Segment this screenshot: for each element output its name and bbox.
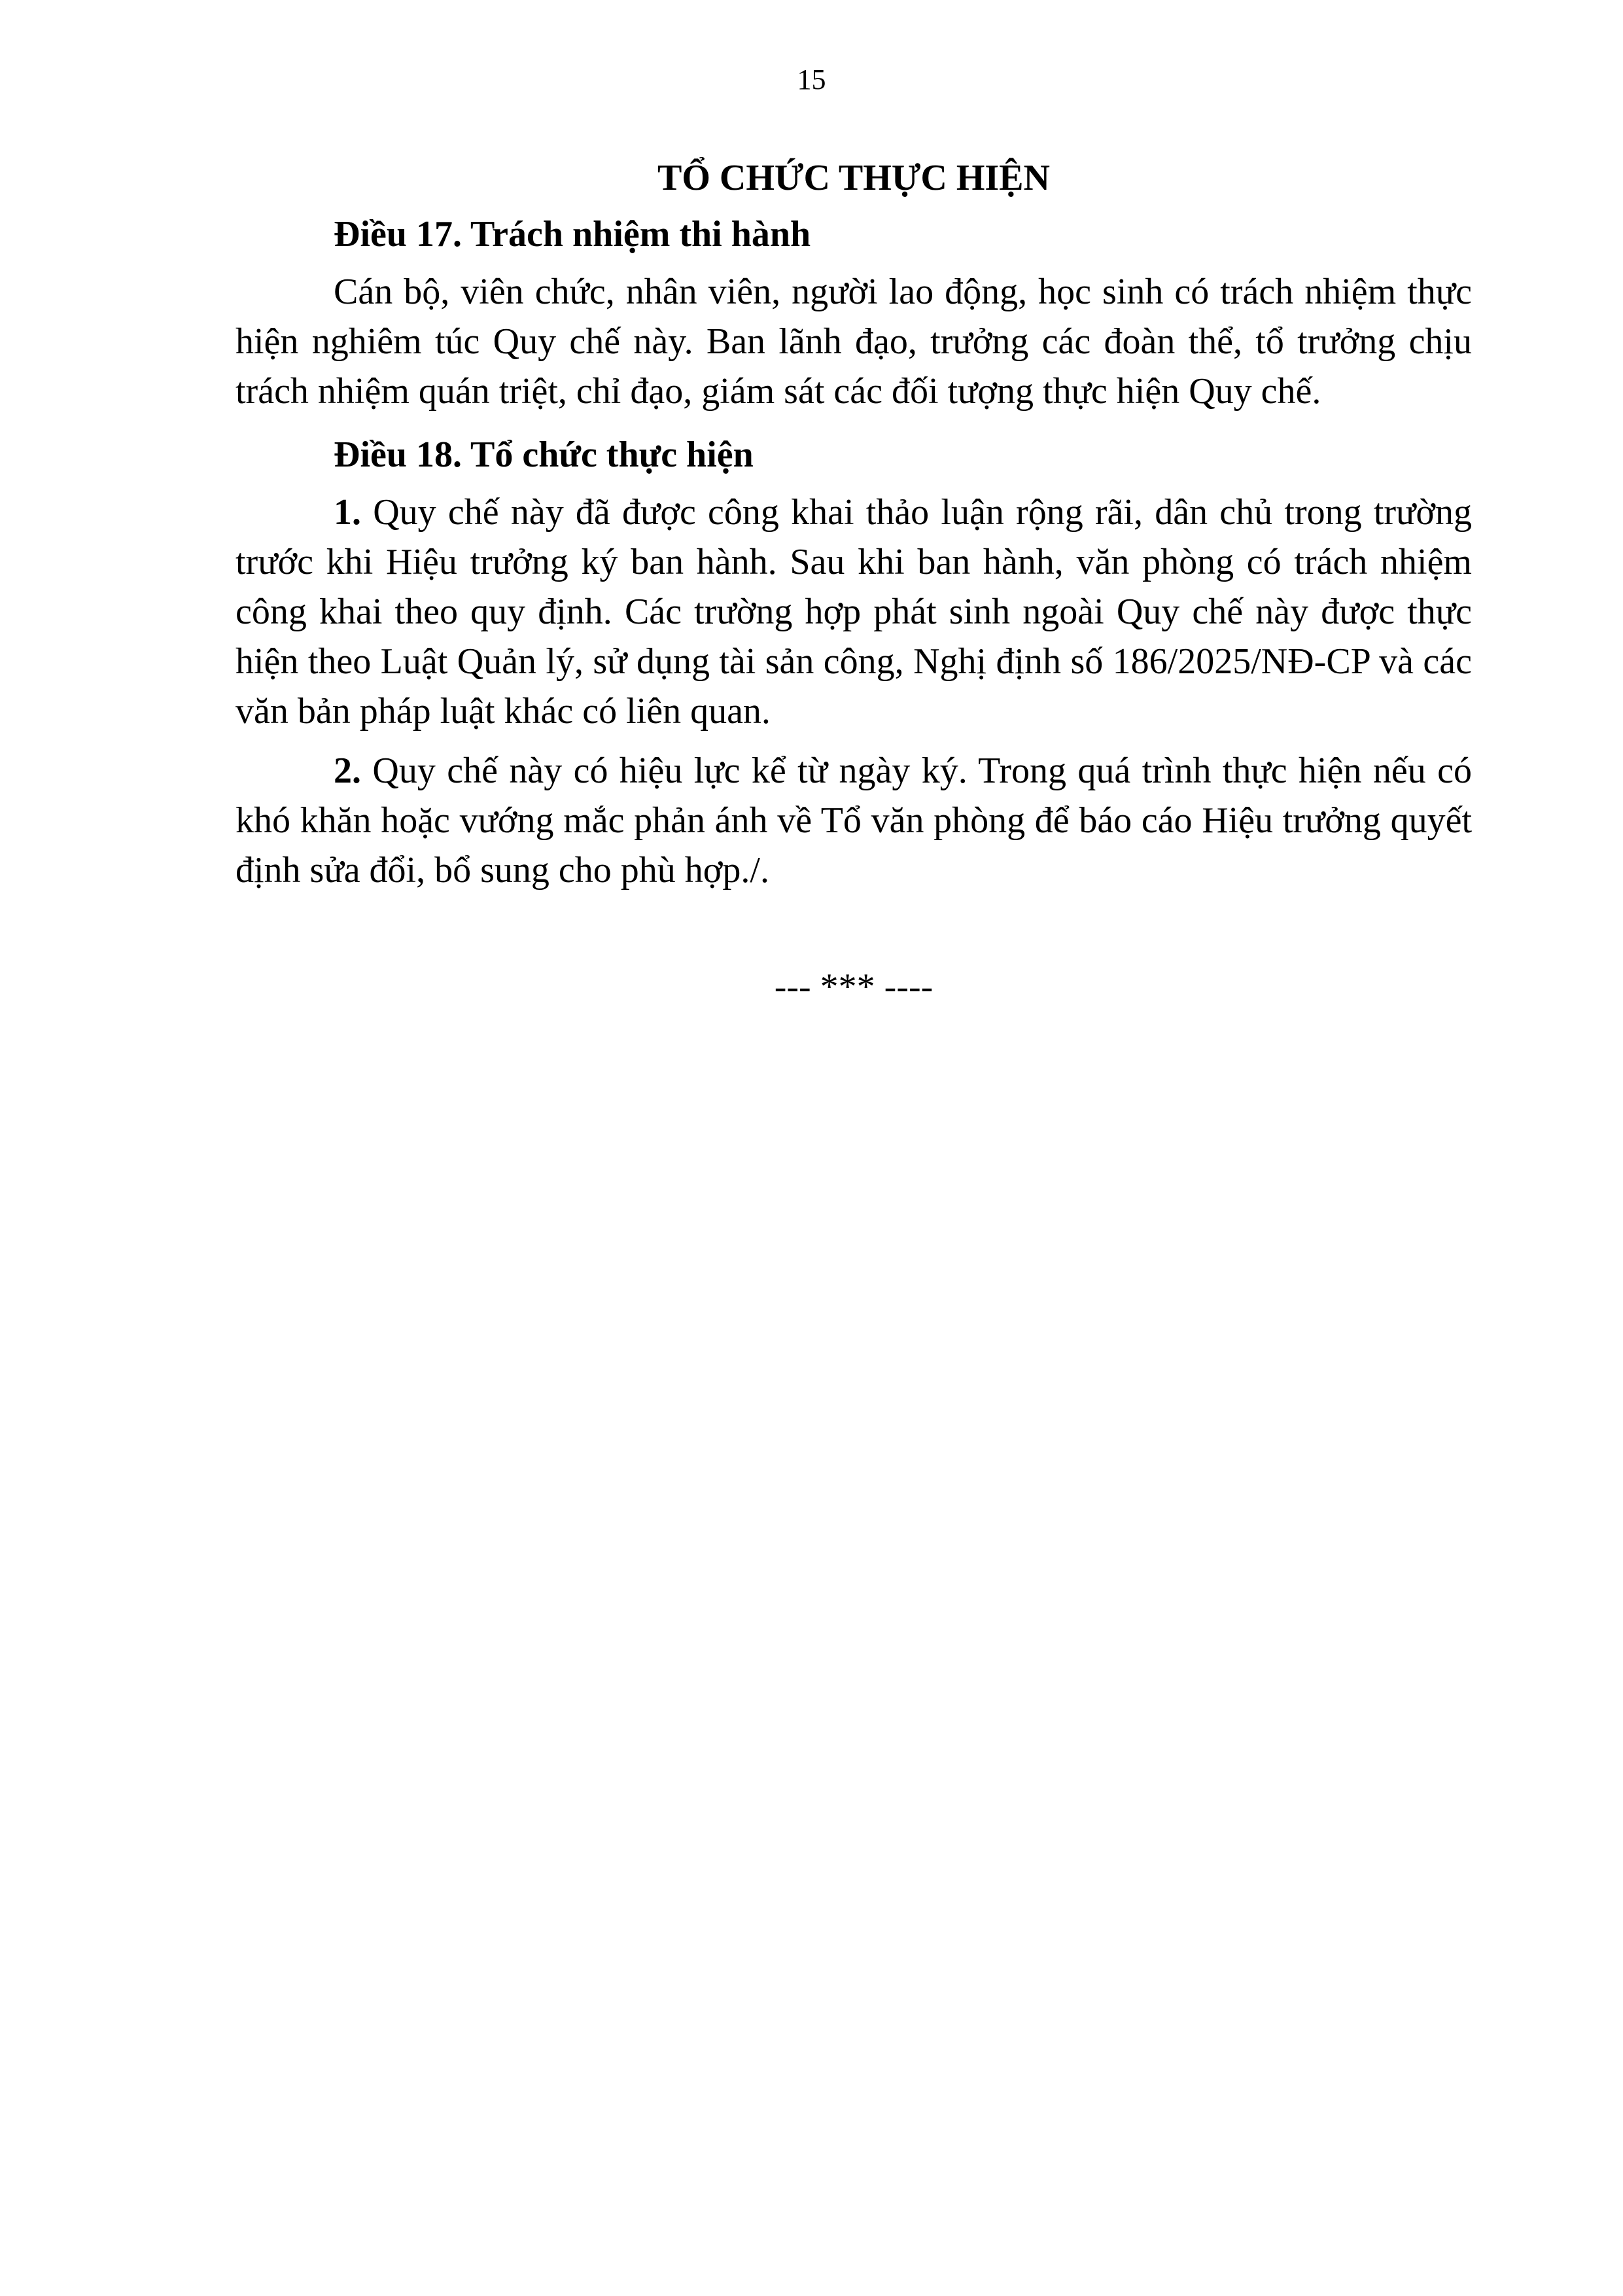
- page-number: 15: [797, 63, 826, 96]
- article-17-body: Cán bộ, viên chức, nhân viên, người lao động, học sinh có trách nhiệm thực hiện nghiêm túc Quy chế này. Ban lãnh đạo, trưởng các đoàn thể, tổ trưởng chịu trách nhiệm quán triệt, chỉ đạo, giám sát các đối tượng thực hiện Quy chế.: [236, 272, 1472, 412]
- article-18-item-2: [236, 746, 1472, 895]
- article-18-title: Điều 18. Tổ chức thực hiện: [334, 434, 754, 475]
- item-2-text: Quy chế này có hiệu lực kể từ ngày ký. Trong quá trình thực hiện nếu có khó khăn hoặc vướng mắc phản ánh về Tổ văn phòng để báo cáo Hiệu trưởng quyết định sửa đổi, bổ sung cho phù hợp./.: [236, 751, 1472, 891]
- article-17-title: Điều 17. Trách nhiệm thi hành: [334, 214, 811, 255]
- item-2-number: 2.: [334, 751, 361, 791]
- section-heading: TỔ CHỨC THỰC HIỆN: [657, 158, 1050, 198]
- item-1-number: 1.: [334, 492, 361, 533]
- item-1-text: Quy chế này đã được công khai thảo luận rộng rãi, dân chủ trong trường trước khi Hiệu trưởng ký ban hành. Sau khi ban hành, văn phòng có trách nhiệm công khai theo quy định. Các trường hợp phát sinh ngoài Quy chế này được thực hiện theo Luật Quản lý, sử dụng tài sản công, Nghị định số 186/2025/NĐ-CP và các văn bản pháp luật khác có liên quan.: [236, 492, 1472, 732]
- article-18-item-1: [236, 487, 1472, 736]
- end-mark: --- *** ----: [774, 966, 934, 1007]
